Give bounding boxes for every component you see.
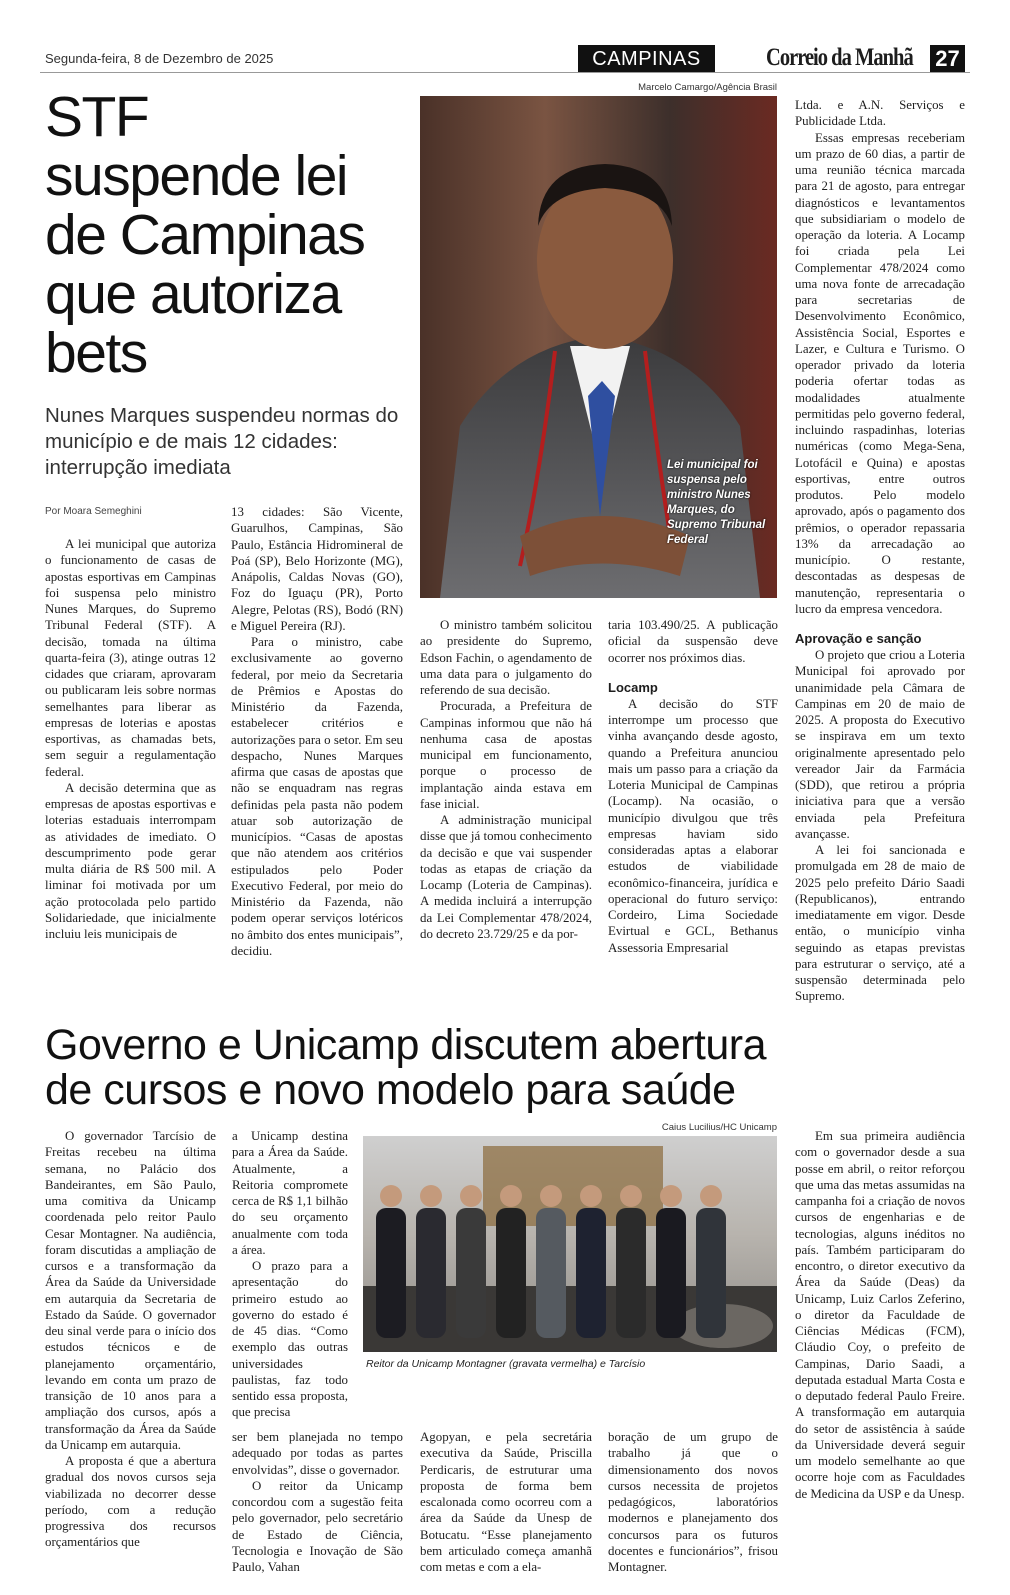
story1-column-3 [420,617,592,942]
paragraph: a Unicamp destina para a Área da Saúde. Atualmente, a Reitoria compromete cerca de R$ 1,1 bilhão do seu orçamento anualmente com toda a área. [232,1129,348,1257]
story2-column-2-top [232,1128,348,1421]
group-photo-illustration [363,1136,777,1352]
story2-photo-group [363,1136,777,1352]
story1-column-2 [231,504,403,959]
person-figure [376,1185,406,1338]
header-rule [40,72,970,73]
headline-line: bets [45,321,147,385]
headline-line: suspende lei [45,144,348,208]
story1-headline [45,85,415,385]
story2-headline [45,1023,975,1113]
paragraph: Ltda. e A.N. Serviços e Publicidade Ltda. [795,98,965,129]
section-label: CAMPINAS [578,45,715,72]
paragraph: Em sua primeira audiência com o governador desde a sua posse em abril, o reitor reforçou que uma das metas assumidas na campanha foi a criação de novos cursos de engenharias e de tecnologias, alguns inéditos no país. Também participaram do encontro, o diretor executivo da Área da Saúde (Deas) da Unicamp, Luiz Carlos Zeferino, o diretor da Faculdade de Ciências Médicas (FCM), Cláudio Coy, o prefeito de Campinas, Dario Saadi, a deputada estadual Marta Costa e o deputado federal Paulo Freire. A transformação em autarquia do setor de assistência à saúde da Universidade deverá seguir um modelo semelhante ao que ocorre hoje com as Faculdades de Medicina da USP e da Unesp. [795,1129,965,1501]
person-figure [456,1185,486,1338]
paragraph: 13 cidades: São Vicente, Guarulhos, Campinas, São Paulo, Estância Hidromineral de Poá (SP), Belo Horizonte (MG), Anápolis, Caldas Novas (GO), Foz do Iguaçu (PR), Porto Alegre, Pelotas (RS), Bodó (RN) e Miguel Pereira (RJ). [231,505,403,633]
paragraph: A decisão do STF interrompe um processo que vinha avançando desde agosto, quando a Prefeitura anunciou mais um passo para a criação da Loteria Municipal de Campinas (Locamp). Na ocasião, o município divulgou que três empresas haviam sido consideradas aptas a elaborar estudos de viabilidade econômico-financeira, jurídica e operacional do futuro serviço: Cordeiro, Lima Sociedade Evirtual e GCL, Bethanus Assessoria Empresarial [608,696,778,955]
paragraph: A decisão determina que as empresas de apostas esportivas e loterias estaduais interrompam as atividades de imediato. O descumprimento pode gerar multa diária de R$ 500 mil. A liminar foi motivada por um ação protocolada pelo partido Solidariedade, que inicialmente incluiu leis municipais de [45,780,216,941]
paragraph: O reitor da Unicamp concordou com a sugestão feita pelo governador, pelo secretário de Estado de Ciência, Tecnologia e Inovação de São Paulo, Vahan [232,1478,403,1574]
paragraph: O governador Tarcísio de Freitas recebeu na última semana, no Palácio dos Bandeirantes, em São Paulo, uma comitiva da Unicamp coordenada pelo reitor Paulo Cesar Montagner. Na audiência, foram discutidas a ampliação de cursos e a transformação da Área da Saúde da Universidade em autarquia da Secretaria de Estado da Saúde. O governador deu sinal verde para o início dos estudos técnicos e de planejamento orçamentário, levando em conta um prazo de transição de 10 anos para a ampliação dos cursos, após a transformação da Área da Saúde da Unicamp em autarquia. [45,1129,216,1452]
paragraph: A lei foi sancionada e promulgada em 28 de maio de 2025 pelo prefeito Dário Saadi (Republicanos), entrando imediatamente em vigor. Desde então, o município vinha seguindo as etapas previstas para estruturar o serviço, até a suspensão determinada pelo Supremo. [795,843,965,1004]
story1-byline: Por Moara Semeghini [45,506,142,517]
paragraph: A administração municipal disse que já tomou conhecimento da decisão e que vai suspender todas as etapas de criação da Locamp (Loteria de Campinas). A medida incluirá a interrupção da Lei Complementar 478/2024, do decreto 23.729/25 e da por- [420,813,592,941]
newspaper-logo: Correio da Manhã [766,44,913,71]
paragraph: taria 103.490/25. A publicação oficial da suspensão deve ocorrer nos próximos dias. [608,618,778,665]
headline-line: de Campinas [45,203,365,267]
headline-line: STF [45,85,149,149]
paragraph: Agopyan, e pela secretária executiva da Saúde, Priscilla Perdicaris, de estruturar uma proposta de forma bem escalonada como ocorreu com a área da Saúde da Unesp de Botucatu. “Esse planejamento bem articulado começa amanhã com metas e com a ela- [420,1430,592,1574]
story2-column-5 [795,1128,965,1502]
headline-line: que autoriza [45,262,341,326]
paragraph: O prazo para a apresentação do primeiro estudo ao governo do estado é de 45 dias. “Como exemplo das outras universidades paulistas, faz todo sentido essa proposta, que precisa [232,1259,348,1420]
story2-column-1 [45,1128,216,1551]
subheading-aprovacao: Aprovação e sanção [795,631,922,646]
issue-date: Segunda-feira, 8 de Dezembro de 2025 [45,51,274,66]
story1-photo-caption: Lei municipal foi suspensa pelo ministro Nunes Marques, do Supremo Tribunal Federal [667,459,766,546]
paragraph: Para o ministro, cabe exclusivamente ao governo federal, por meio da Secretaria de Prêmios e Apostas do Ministério da Fazenda, estabelecer critérios e autorizações para o setor. Em seu despacho, Nunes Marques afirma que casas de apostas que não se enquadram nas regras definidas pela pasta não podem atuar sob autorização de municípios. “Casas de apostas que não atendem aos critérios estipulados pelo Poder Executivo Federal, por meio do Ministério da Fazenda, não podem operar serviços lotéricos no âmbito dos entes municipais”, decidiu. [231,635,403,958]
paragraph: A proposta é que a abertura gradual dos novos cursos seja viabilizada no decorrer desse período, com a redução progressiva dos recursos orçamentários que [45,1454,216,1550]
paragraph: O ministro também solicitou ao presidente do Supremo, Edson Fachin, o agendamento de uma data para o julgamento do referendo de sua decisão. [420,618,592,697]
story1-column-5 [795,97,965,1005]
person-figure [696,1185,726,1338]
story2-column-4 [608,1429,778,1575]
paragraph: boração de um grupo de trabalho já que o dimensionamento dos novos cursos necessita de projetos pedagógicos, laboratórios modernos e planejamento dos concursos para os futuros docentes e funcionários”, frisou Montagner. [608,1430,778,1574]
story1-column-1 [45,536,216,942]
paragraph: O projeto que criou a Loteria Municipal foi aprovado por unanimidade pela Câmara de Campinas em 20 de maio de 2025. A proposta do Executivo se inspirava em um texto originalmente apresentado pelo vereador Jair da Farmácia (SDD), que retirou a própria iniciativa para que a versão enviada pela Prefeitura avançasse. [795,648,965,841]
paragraph: Procurada, a Prefeitura de Campinas informou que não há nenhuma casa de apostas municipal em funcionamento, porque o processo de implantação ainda estava em fase inicial. [420,699,592,811]
person-figure [416,1185,446,1338]
paragraph: Essas empresas receberiam um prazo de 60 dias, a partir de uma reunião técnica marcada para 21 de agosto, para entregar diagnósticos e levantamentos que subsidiariam o modelo de operação da loteria. A Locamp foi criada pela Lei Complementar 478/2024 como uma nova fonte de arrecadação para secretarias de Desenvolvimento Econômico, Assistência Social, Esportes e Lazer, e Cultura e Turismo. O operador privado da loteria poderia ofertar todas as modalidades atualmente permitidas pelo governo federal, incluindo raspadinhas, loterias numéricas (como Mega-Sena, Lotofácil e Quina) e apostas esportivas, entre outros produtos. Pelo modelo aprovado, após o pagamento dos prêmios, o operador repassaria 13% da arrecadação ao município. O restante, descontadas as despesas de manutenção, representaria o lucro da empresa vencedora. [795,130,965,616]
page-number: 27 [930,45,965,72]
story2-block [0,1023,1010,1585]
story2-column-3 [420,1429,592,1575]
headline-line: de cursos e novo modelo para saúde [45,1066,736,1114]
story1-deck: Nunes Marques suspendeu normas do município e de mais 12 cidades: interrupção imediata [45,404,399,479]
story2-photo-caption: Reitor da Unicamp Montagner (gravata vermelha) e Tarcísio [366,1358,646,1370]
story1-column-4 [608,617,778,956]
story2-photo-credit: Caius Lucilius/HC Unicamp [661,1122,777,1133]
story2-column-2-bottom [232,1429,403,1575]
headline-line: Governo e Unicamp discutem abertura [45,1021,767,1069]
subheading-locamp: Locamp [608,679,658,695]
story1-photo-credit: Marcelo Camargo/Agência Brasil [638,82,777,93]
paragraph: ser bem planejada no tempo adequado por todas as partes envolvidas”, disse o governador. [232,1430,403,1477]
paragraph: A lei municipal que autoriza o funcionamento de casas de apostas esportivas em Campinas foi suspensa pelo ministro Nunes Marques, do Supremo Tribunal Federal (STF). A decisão, tomada na última quarta-feira (3), atinge outras 12 cidades que criaram, aprovaram ou publicaram leis sobre normas semelhantes para liberar as empresas de loterias e apostas esportivas, as chamadas bets, sem seguir a regulamentação federal. [45,537,216,779]
